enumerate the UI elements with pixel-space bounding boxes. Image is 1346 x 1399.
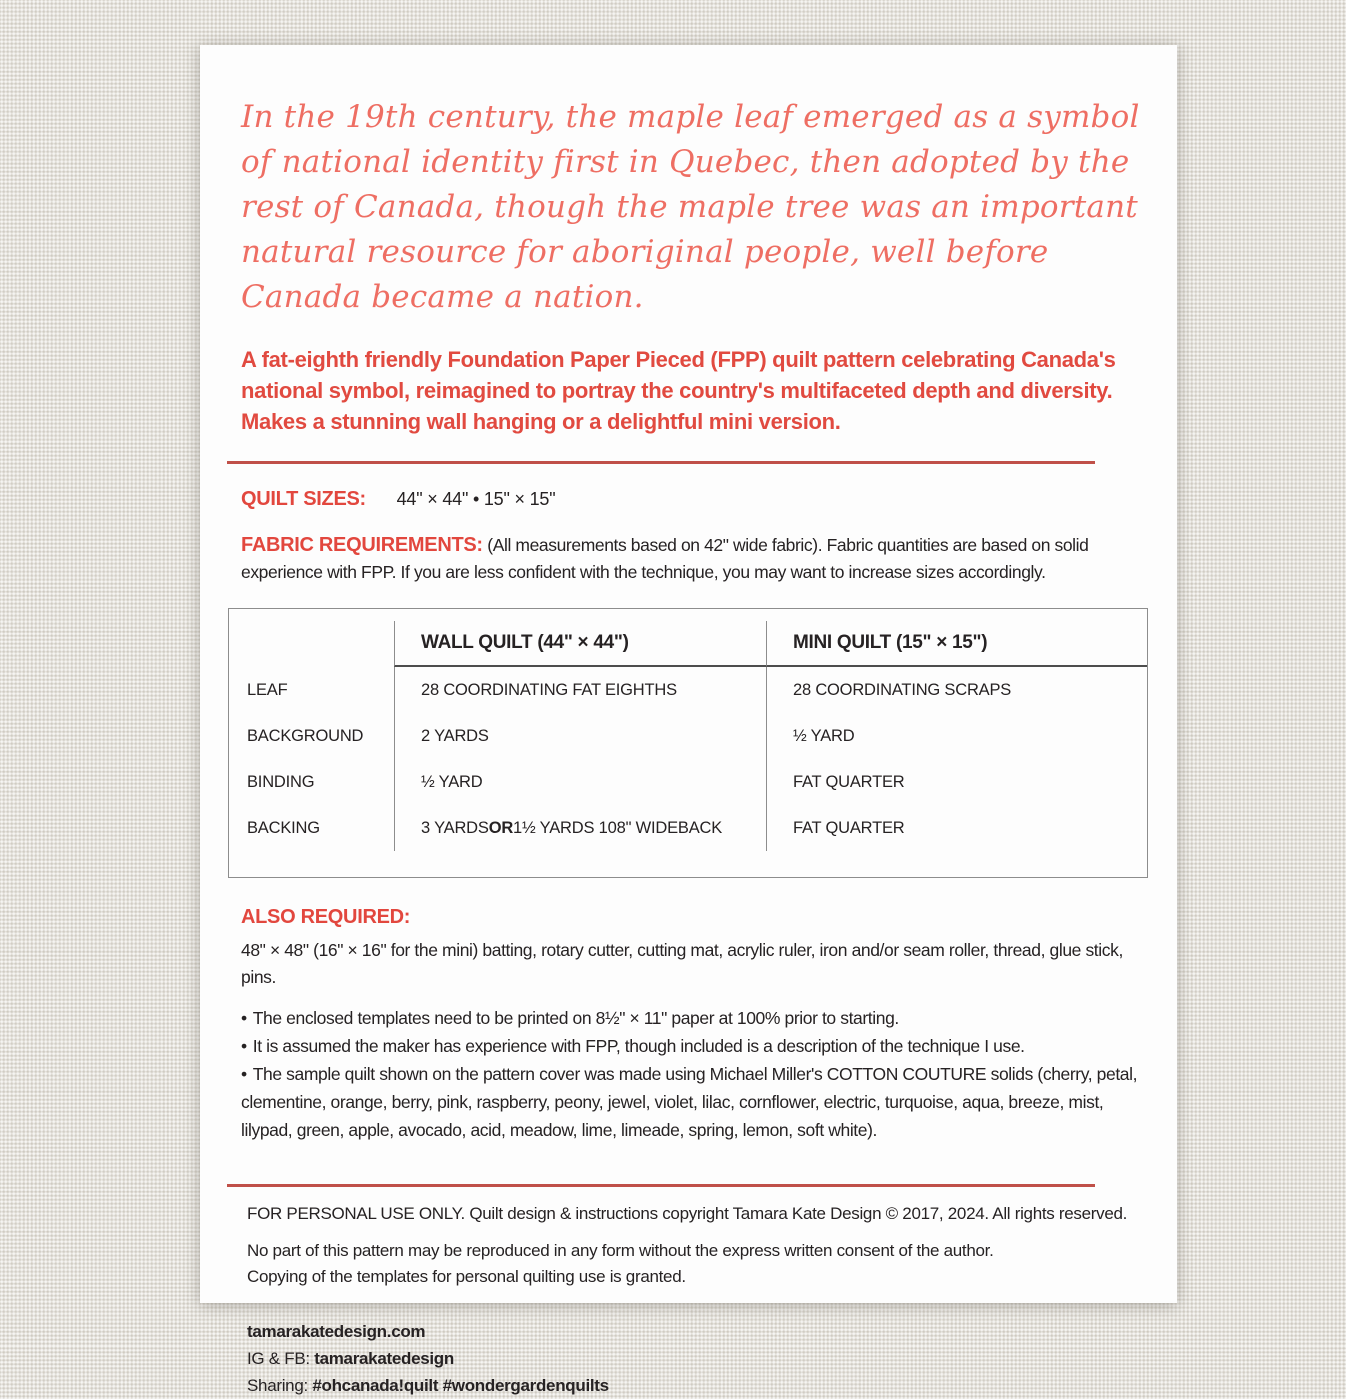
personal-use-notice: FOR PERSONAL USE ONLY. Quilt design & instructions copyright Tamara Kate Design © 2017, 2024. All rights reserved. (247, 1204, 1128, 1223)
mini-quilt-column-header: MINI QUILT (15" × 15") (766, 621, 1147, 667)
also-required-section (241, 906, 1137, 1144)
bullet-text-experience: It is assumed the maker has experience with FPP, though included is a description of the technique I use. (252, 1036, 1025, 1056)
table-corner-cell (229, 621, 394, 667)
fabric-requirements-table (228, 608, 1148, 878)
row-leaf-label: LEAF (247, 680, 288, 699)
intro-script-paragraph: In the 19th century, the maple leaf emerged as a symbol of national identity first in Quebec, then adopted by the rest of Canada, though the maple tree was an important natural resource for aboriginal people, well before Canada became a nation. (241, 99, 1140, 315)
row-background-label: BACKGROUND (247, 726, 364, 745)
sharing-hashtags: #ohcanada!quilt #wondergardenquilts (312, 1376, 609, 1395)
quilt-sizes-line (241, 488, 1137, 511)
bullet-item-experience (241, 1032, 1143, 1060)
row-backing-mini-cell: FAT QUARTER (766, 805, 1147, 851)
row-background-wall-cell: 2 YARDS (394, 713, 766, 759)
bullet-glyph: • (241, 1064, 247, 1084)
fabric-requirements-text: (All measurements based on 42" wide fabric). Fabric quantities are based on solid experience with FPP. If you are less confident with the technique, you may want to increase sizes accordingly. (241, 535, 1089, 582)
backing-wall-bold: OR (488, 818, 514, 837)
pattern-page (200, 45, 1177, 1395)
reproduction-notice: No part of this pattern may be reproduced in any form without the express written consent of the author. (247, 1241, 994, 1260)
row-leaf-mini-cell: 28 COORDINATING SCRAPS (766, 667, 1147, 713)
bullet-text-templates: The enclosed templates need to be printed on 8½" × 11" paper at 100% prior to starting. (252, 1008, 899, 1028)
quilt-sizes-label: QUILT SIZES: (241, 488, 366, 510)
website-text: tamarakatedesign.com (247, 1322, 426, 1341)
bullet-glyph: • (241, 1008, 247, 1028)
contact-block (247, 1318, 1137, 1399)
fabric-requirements-paragraph (241, 532, 1141, 586)
bullet-item-templates (241, 1004, 1143, 1032)
also-required-label: ALSO REQUIRED: (241, 906, 411, 928)
bullet-glyph: • (241, 1036, 247, 1056)
row-backing-label: BACKING (247, 818, 320, 837)
backing-wall-pre: 3 YARDS (421, 818, 489, 837)
wall-quilt-column-header: WALL QUILT (44" × 44") (394, 621, 766, 667)
also-required-text: 48" × 48" (16" × 16" for the mini) batting, rotary cutter, cutting mat, acrylic ruler, iron and/or seam roller, thread, glue stick, pins. (241, 940, 1123, 987)
row-leaf-wall-cell: 28 COORDINATING FAT EIGHTHS (394, 667, 766, 713)
sharing-line (247, 1372, 1137, 1399)
row-backing-wall-cell (394, 805, 766, 851)
row-binding-wall-cell: ½ YARD (394, 759, 766, 805)
row-binding-label: BINDING (247, 772, 315, 791)
notes-bullet-list (241, 1004, 1137, 1144)
row-binding-mini-cell: FAT QUARTER (766, 759, 1147, 805)
footer-section (241, 1204, 1137, 1399)
bullet-item-sample-quilt (241, 1060, 1143, 1144)
ig-fb-line (247, 1345, 1137, 1372)
bullet-text-sample-quilt: The sample quilt shown on the pattern cover was made using Michael Miller's COTTON COUTURE solids (cherry, petal, clementine, orange, berry, pink, raspberry, peony, jewel, violet, lilac, cornflower, electric, turquoise, aqua, breeze, mist, lilypad, green, apple, avocado, acid, meadow, lime, limeade, spring, lemon, soft white). (241, 1064, 1138, 1140)
ig-fb-handle: tamarakatedesign (314, 1349, 454, 1368)
backing-wall-post: 1½ YARDS 108" WIDEBACK (513, 818, 723, 837)
ig-fb-label: IG & FB: (247, 1349, 315, 1368)
intro-description-paragraph: A fat-eighth friendly Foundation Paper Pieced (FPP) quilt pattern celebrating Canada's national symbol, reimagined to portray the country's multifaceted depth and diversity. Makes a stunning wall hanging or a delightful mini version. (241, 347, 1116, 434)
quilt-sizes-value: 44" × 44" • 15" × 15" (396, 489, 556, 509)
bottom-divider-rule (227, 1184, 1095, 1187)
top-divider-rule (227, 461, 1095, 464)
copying-notice: Copying of the templates for personal quilting use is granted. (247, 1267, 686, 1286)
sharing-label: Sharing: (247, 1376, 313, 1395)
fabric-requirements-label: FABRIC REQUIREMENTS: (241, 534, 483, 556)
row-background-mini-cell: ½ YARD (766, 713, 1147, 759)
